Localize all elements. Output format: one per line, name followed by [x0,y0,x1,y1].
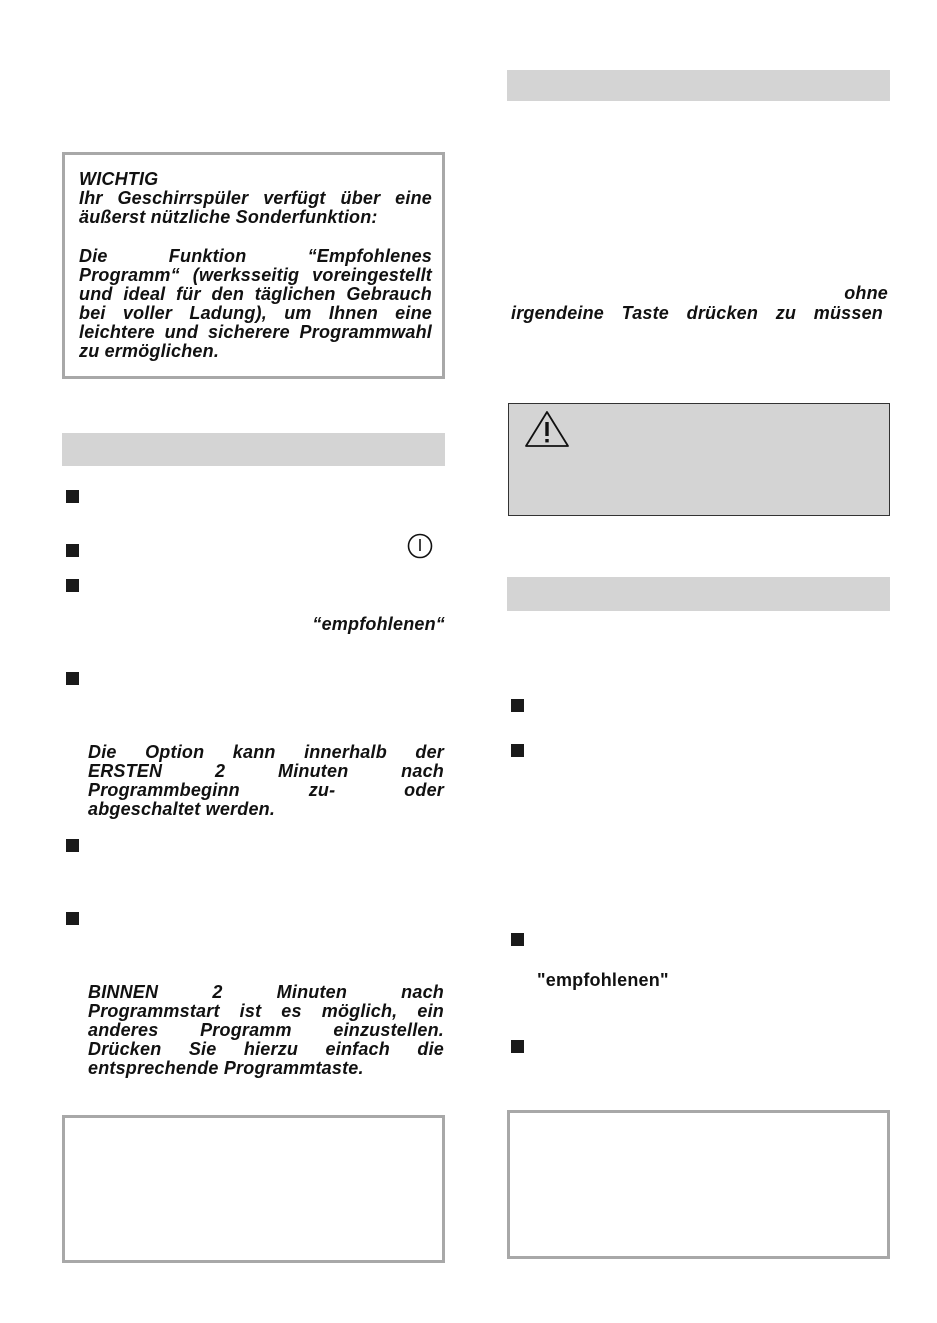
change-note-line-1: BINNEN 2 Minuten nach [88,982,444,1002]
option-note-line-3: Programmbeginn zu- oder [88,780,444,800]
important-box [62,152,445,379]
option-note-line-4: abgeschaltet werden. [88,799,276,819]
left-section-header-bar [62,433,445,466]
step-bullet-4 [66,672,79,685]
right-bullet-3 [511,933,524,946]
important-intro-line-1: Ihr Geschirrspüler verfügt über eine [79,188,432,208]
option-note-line-2: ERSTEN 2 Minuten nach [88,761,444,781]
important-intro-line-2: äußerst nützliche Sonderfunktion: [79,207,378,227]
step-bullet-5 [66,839,79,852]
right-intro-line-end-word: ohne [844,283,888,303]
change-note-line-2: Programmstart ist es möglich, ein [88,1001,444,1021]
important-detail-line-1: Die Funktion “Empfohlenes [79,246,432,266]
change-note-line-4: Drücken Sie hierzu einfach die [88,1039,444,1059]
left-quoted-word: “empfohlenen“ [312,614,445,634]
right-section-header-bar [507,577,890,611]
step-bullet-1 [66,490,79,503]
warning-triangle-icon [523,409,571,449]
right-bullet-1 [511,699,524,712]
important-detail-line-6: zu ermöglichen. [79,341,220,361]
important-detail-line-3: und ideal für den täglichen Gebrauch [79,284,432,304]
left-bottom-box [62,1115,445,1263]
warning-panel [508,403,890,516]
important-detail-line-5: leichtere und sicherere Programmwahl [79,322,432,342]
step-bullet-3 [66,579,79,592]
important-detail-line-2: Programm“ (werksseitig voreingestellt [79,265,432,285]
important-heading: WICHTIG [79,169,159,189]
right-bottom-box [507,1110,890,1259]
right-top-header-bar [507,70,890,101]
right-intro-line-full: irgendeine Taste drücken zu müssen [511,303,883,323]
option-note-line-1: Die Option kann innerhalb der [88,742,444,762]
right-quoted-word: "empfohlenen" [537,970,669,990]
step-bullet-2 [66,544,79,557]
important-detail-line-4: bei voller Ladung), um Ihnen eine [79,303,432,323]
power-icon [407,533,433,559]
change-note-line-3: anderes Programm einzustellen. [88,1020,444,1040]
right-bullet-4 [511,1040,524,1053]
change-note-line-5: entsprechende Programmtaste. [88,1058,364,1078]
right-bullet-2 [511,744,524,757]
step-bullet-6 [66,912,79,925]
